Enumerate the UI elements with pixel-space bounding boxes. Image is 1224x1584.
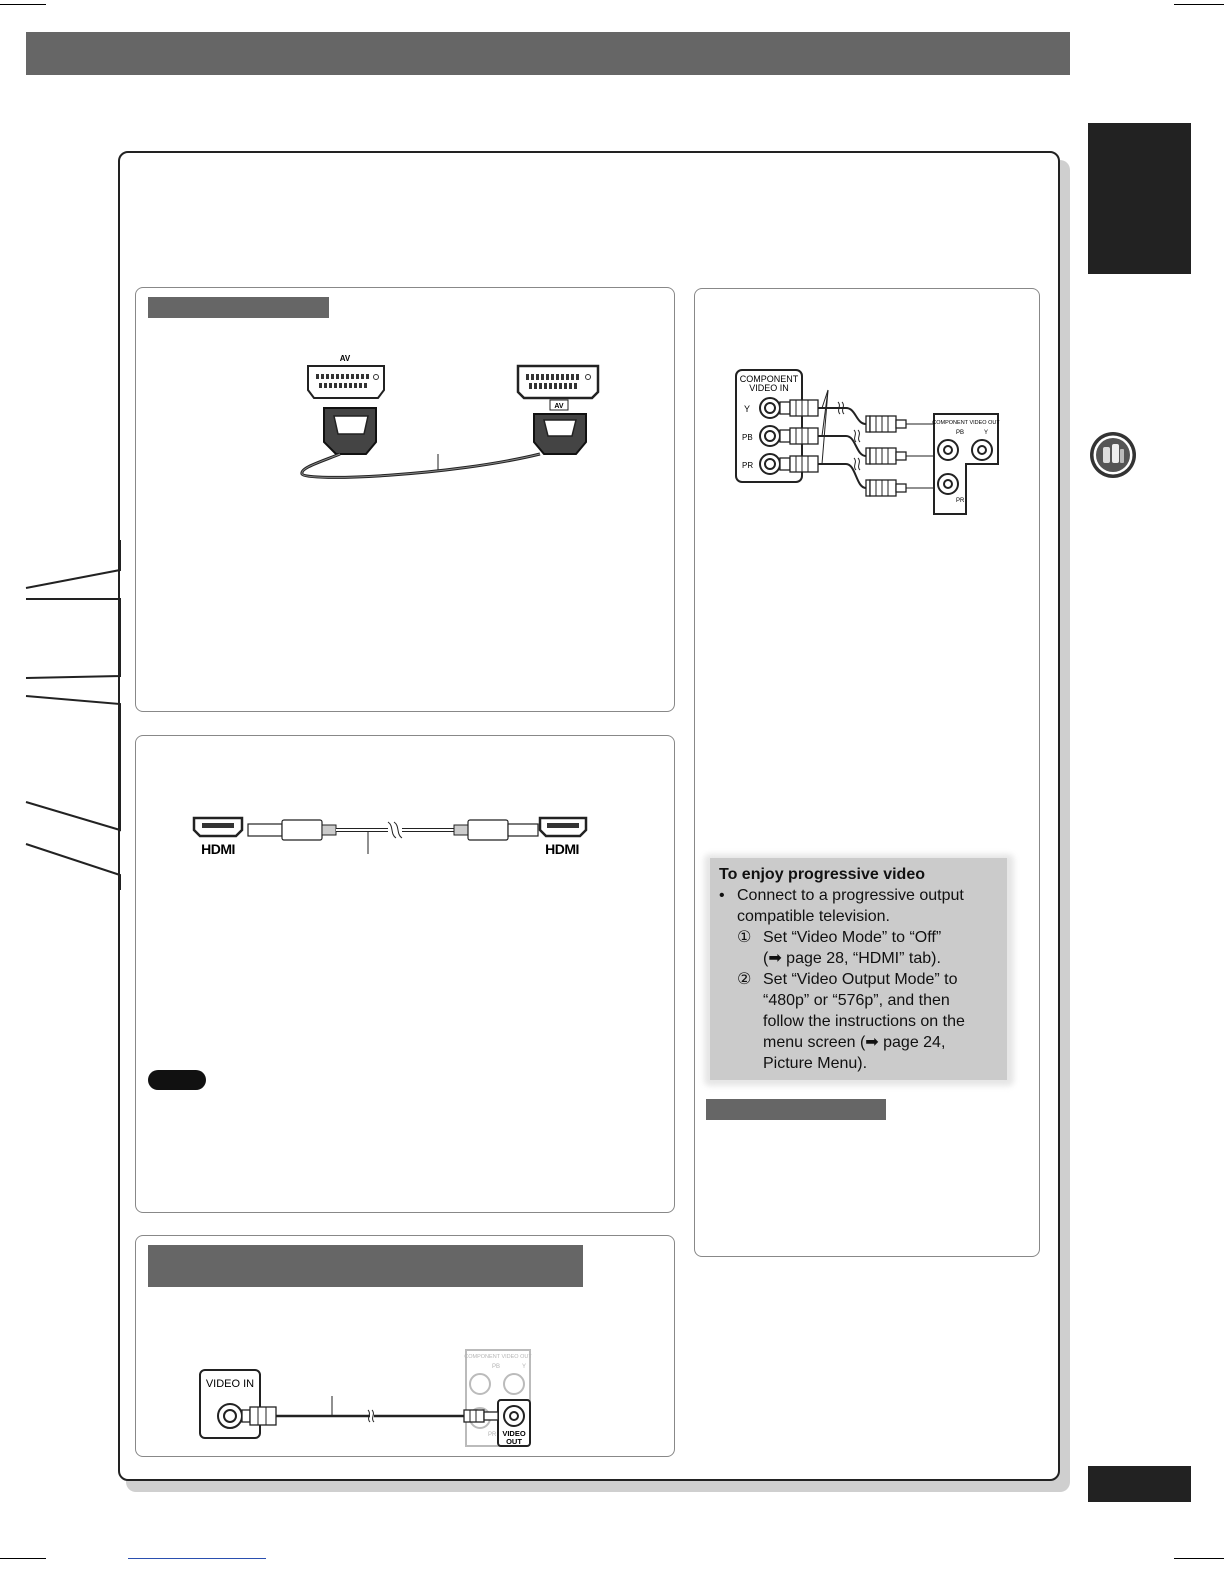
- hdmi-left-logo: HDMI: [201, 841, 235, 857]
- comp-unit-y: Y: [984, 430, 989, 436]
- crop-mark: [0, 4, 46, 5]
- comp-tv-pr: PR: [742, 461, 754, 470]
- crop-mark: [1174, 4, 1224, 5]
- video-tv-label: VIDEO IN: [205, 1378, 255, 1390]
- video-out-2: OUT: [506, 1437, 522, 1446]
- video-diagram: [196, 1348, 536, 1448]
- comp-tv-title-1: COMPONENT: [739, 374, 799, 384]
- comp-tv-y: Y: [744, 404, 751, 414]
- step-line: Set “Video Mode” to “Off”: [763, 929, 942, 946]
- component-diagram: [734, 368, 1004, 518]
- step-line: follow the instructions on the: [763, 1013, 965, 1030]
- component-heading-bar: [706, 1099, 886, 1120]
- scart-diagram: [290, 350, 620, 490]
- tip-title: To enjoy progressive video: [719, 866, 925, 883]
- tip-bullet-text: Connect to a progressive output compatible television.: [737, 887, 964, 925]
- step-text: [763, 927, 941, 969]
- footer-link-line: [128, 1558, 266, 1559]
- bullet-marker: •: [719, 887, 725, 904]
- scart-left-label: AV: [339, 354, 351, 363]
- step-line: Picture Menu).: [763, 1055, 868, 1072]
- tip-bullet: [719, 885, 999, 927]
- comp-tv-pb: PB: [742, 433, 753, 442]
- crop-mark: [1174, 1558, 1224, 1559]
- hdmi-diagram: [190, 812, 590, 862]
- header-banner: [26, 32, 1070, 75]
- hdmi-connection-box: [135, 735, 675, 1213]
- step-number: ①: [737, 929, 752, 946]
- progressive-tip-box: [710, 858, 1007, 1080]
- comp-unit-pb: PB: [956, 430, 965, 436]
- step-line: (➡ page 28, “HDMI” tab).: [763, 950, 941, 967]
- side-section-tab: [1088, 123, 1191, 274]
- step-text: [763, 969, 965, 1074]
- callout-lines: [20, 540, 124, 890]
- step-line: menu screen (➡ page 24,: [763, 1034, 946, 1051]
- step-line: Set “Video Output Mode” to: [763, 971, 958, 988]
- scart-heading-bar: [148, 297, 329, 318]
- tip-step: [719, 927, 999, 969]
- video-out-1: VIDEO: [502, 1429, 526, 1438]
- comp-unit-pr: PR: [956, 498, 965, 504]
- crop-mark: [0, 1558, 46, 1559]
- page-number-tab: [1088, 1466, 1191, 1502]
- comp-unit-title: COMPONENT VIDEO OUT: [932, 420, 1000, 426]
- disc-stack-icon: [1088, 430, 1138, 480]
- video-unit-title: COMPONENT VIDEO OUT: [464, 1354, 532, 1360]
- video-heading-bar: [148, 1245, 583, 1287]
- video-unit-pr: PR: [488, 1432, 497, 1438]
- scart-right-label: AV: [554, 403, 564, 410]
- video-unit-y: Y: [522, 1364, 527, 1370]
- step-line: “480p” or “576p”, and then: [763, 992, 950, 1009]
- comp-tv-title-2: VIDEO IN: [749, 383, 789, 393]
- hdmi-right-logo: HDMI: [545, 841, 579, 857]
- step-number: ②: [737, 971, 752, 988]
- tip-step: [719, 969, 999, 1074]
- note-badge: [148, 1070, 206, 1090]
- video-unit-pb: PB: [492, 1364, 501, 1370]
